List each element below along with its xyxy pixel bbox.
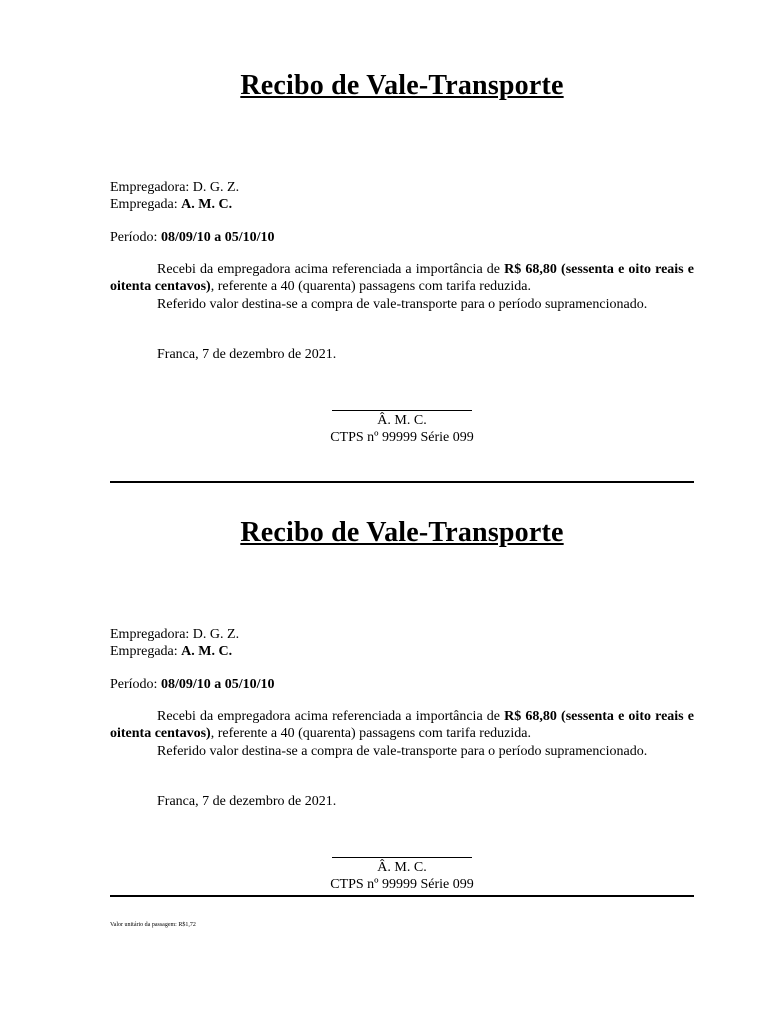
receipt-body <box>110 708 694 760</box>
employer-line <box>110 626 694 643</box>
signer-ctps: CTPS nº 99999 Série 099 <box>330 430 474 445</box>
employer-value: D. G. Z. <box>192 180 240 195</box>
bottom-rule <box>110 895 694 897</box>
paragraph-1-text-b: , referente a 40 (quarenta) passagens com tarifa reduzida. <box>210 279 531 295</box>
signature-line <box>332 857 472 858</box>
period-line <box>110 676 694 693</box>
employee-label: Empregada: <box>110 644 178 659</box>
receipt-paragraph-1 <box>110 261 694 296</box>
employee-value: A. M. C. <box>181 644 233 659</box>
date-line: Franca, 7 de dezembro de 2021. <box>157 794 337 809</box>
receipt-paragraph-2: Referido valor destina-se a compra de vale-transporte para o período supramencionado. <box>157 296 648 312</box>
employer-label: Empregadora: <box>110 627 190 642</box>
receipt-paragraph-2: Referido valor destina-se a compra de vale-transporte para o período supramencionado. <box>157 743 648 759</box>
separator-rule <box>110 481 694 483</box>
employee-line <box>110 196 694 213</box>
period-label: Período: <box>110 230 158 245</box>
employee-value: A. M. C. <box>181 197 233 212</box>
signature-line <box>332 410 472 411</box>
signer-name: Â. M. C. <box>377 413 427 428</box>
employer-line <box>110 179 694 196</box>
employee-label: Empregada: <box>110 197 178 212</box>
date-line: Franca, 7 de dezembro de 2021. <box>157 347 337 362</box>
signer-ctps: CTPS nº 99999 Série 099 <box>330 877 474 892</box>
employer-label: Empregadora: <box>110 180 190 195</box>
footnote: Valor unitário da passagem: R$1,72 <box>110 922 196 928</box>
amount-text: R$ 68,80 (sessenta e oito reais e oitenta centavos) <box>110 262 694 295</box>
employee-line <box>110 643 694 660</box>
period-value: 08/09/10 a 05/10/10 <box>160 677 275 692</box>
paragraph-1-text-b: , referente a 40 (quarenta) passagens com tarifa reduzida. <box>210 726 531 742</box>
receipt-body <box>110 261 694 313</box>
paragraph-1-text-a: Recebi da empregadora acima referenciada a importância de <box>157 709 505 724</box>
receipt-title: Recibo de Vale-Transporte <box>240 517 564 548</box>
employer-value: D. G. Z. <box>192 627 240 642</box>
period-line <box>110 229 694 246</box>
period-value: 08/09/10 a 05/10/10 <box>160 230 275 245</box>
period-label: Período: <box>110 677 158 692</box>
receipt-title: Recibo de Vale-Transporte <box>240 70 564 101</box>
receipt-paragraph-1 <box>110 708 694 743</box>
signer-name: Â. M. C. <box>377 860 427 875</box>
amount-text: R$ 68,80 (sessenta e oito reais e oitenta centavos) <box>110 709 694 742</box>
paragraph-1-text-a: Recebi da empregadora acima referenciada a importância de <box>157 262 505 277</box>
